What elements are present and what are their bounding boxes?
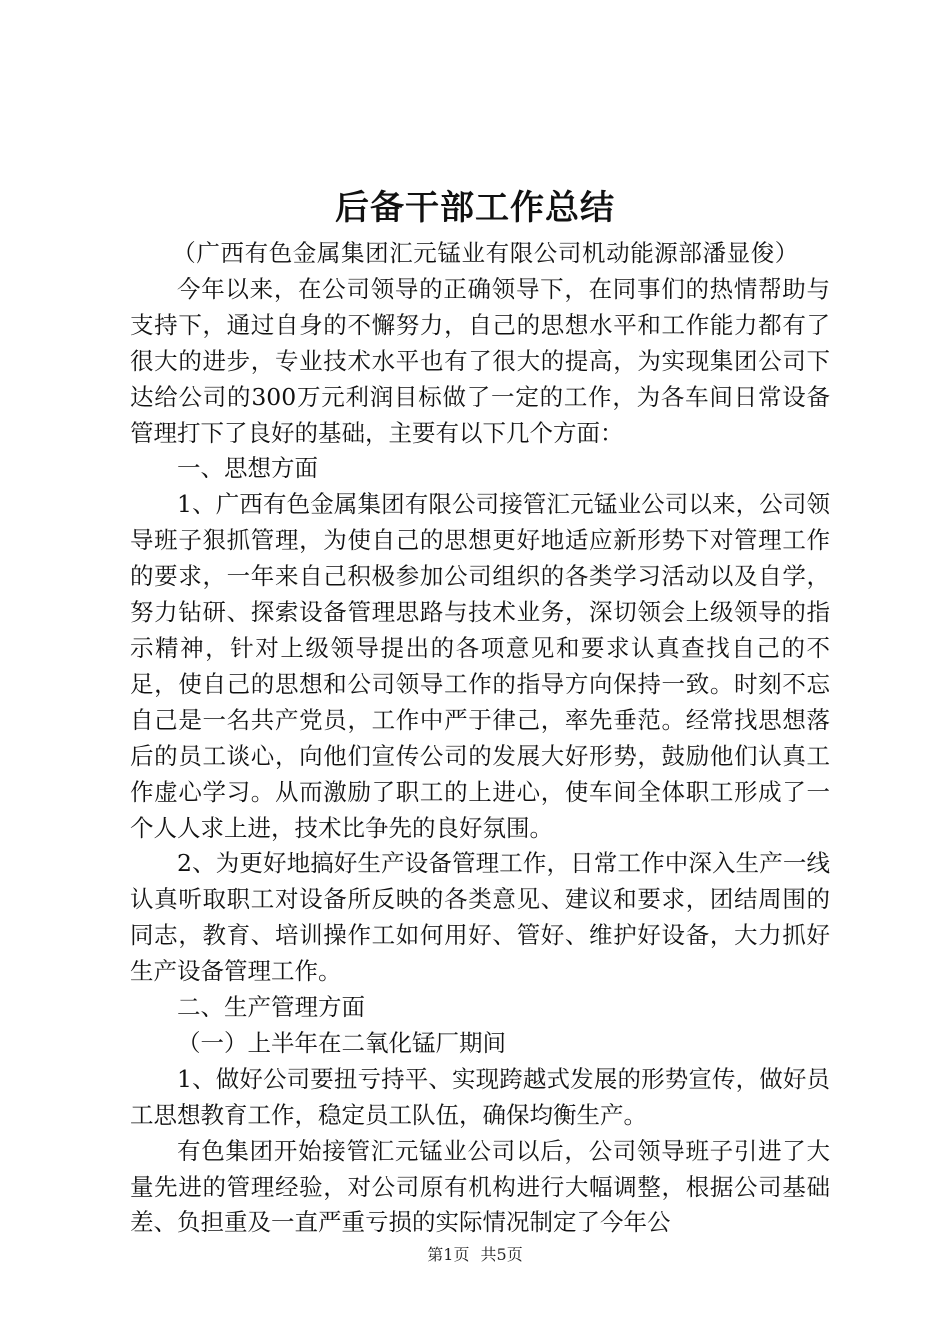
section-heading-thought: 一、思想方面 (177, 454, 318, 483)
paragraph-intro: 今年以来，在公司领导的正确领导下，在同事们的热情帮助与支持下，通过自身的不懈努力，自己的思想水平和工作能力都有了很大的进步，专业技术水平也有了很大的提高，为实现集团公司下达给公司的300万元利润目标做了一定的工作，为各车间日常设备管理打下了良好的基础，主要有以下几个方面： (130, 274, 830, 447)
document-title: 后备干部工作总结 (335, 188, 615, 228)
page-footer (0, 1244, 950, 1266)
section-heading-production: 二、生产管理方面 (177, 993, 365, 1022)
paragraph-production-2: 有色集团开始接管汇元锰业公司以后，公司领导班子引进了大量先进的管理经验，对公司原有机构进行大幅调整，根据公司基础差、负担重及一直严重亏损的实际情况制定了今年公 (130, 1136, 830, 1237)
paragraph-thought-2: 2、为更好地搞好生产设备管理工作，日常工作中深入生产一线认真听取职工对设备所反映的各类意见、建议和要求，团结周围的同志，教育、培训操作工如何用好、管好、维护好设备，大力抓好生产设备管理工作。 (130, 849, 830, 986)
paragraph-thought-1: 1、广西有色金属集团有限公司接管汇元锰业公司以来，公司领导班子狠抓管理，为使自己的思想更好地适应新形势下对管理工作的要求，一年来自己积极参加公司组织的各类学习活动以及自学，努力钻研、探索设备管理思路与技术业务，深切领会上级领导的指示精神，针对上级领导提出的各项意见和要求认真查找自己的不足，使自己的思想和公司领导工作的指导方向保持一致。时刻不忘自己是一名共产党员，工作中严于律己，率先垂范。经常找思想落后的员工谈心，向他们宣传公司的发展大好形势，鼓励他们认真工作虚心学习。从而激励了职工的上进心，使车间全体职工形成了一个人人求上进，技术比争先的良好氛围。 (130, 490, 830, 842)
page-number: 第1页 (427, 1245, 470, 1264)
author-line: （广西有色金属集团汇元锰业有限公司机动能源部潘显俊） (172, 239, 799, 267)
subsection-heading-first-half: （一）上半年在二氧化锰厂期间 (177, 1028, 506, 1057)
document-body (130, 236, 830, 1241)
paragraph-production-1: 1、做好公司要扭亏持平、实现跨越式发展的形势宣传，做好员工思想教育工作，稳定员工队伍，确保均衡生产。 (130, 1064, 830, 1129)
page-total: 共5页 (480, 1245, 523, 1264)
